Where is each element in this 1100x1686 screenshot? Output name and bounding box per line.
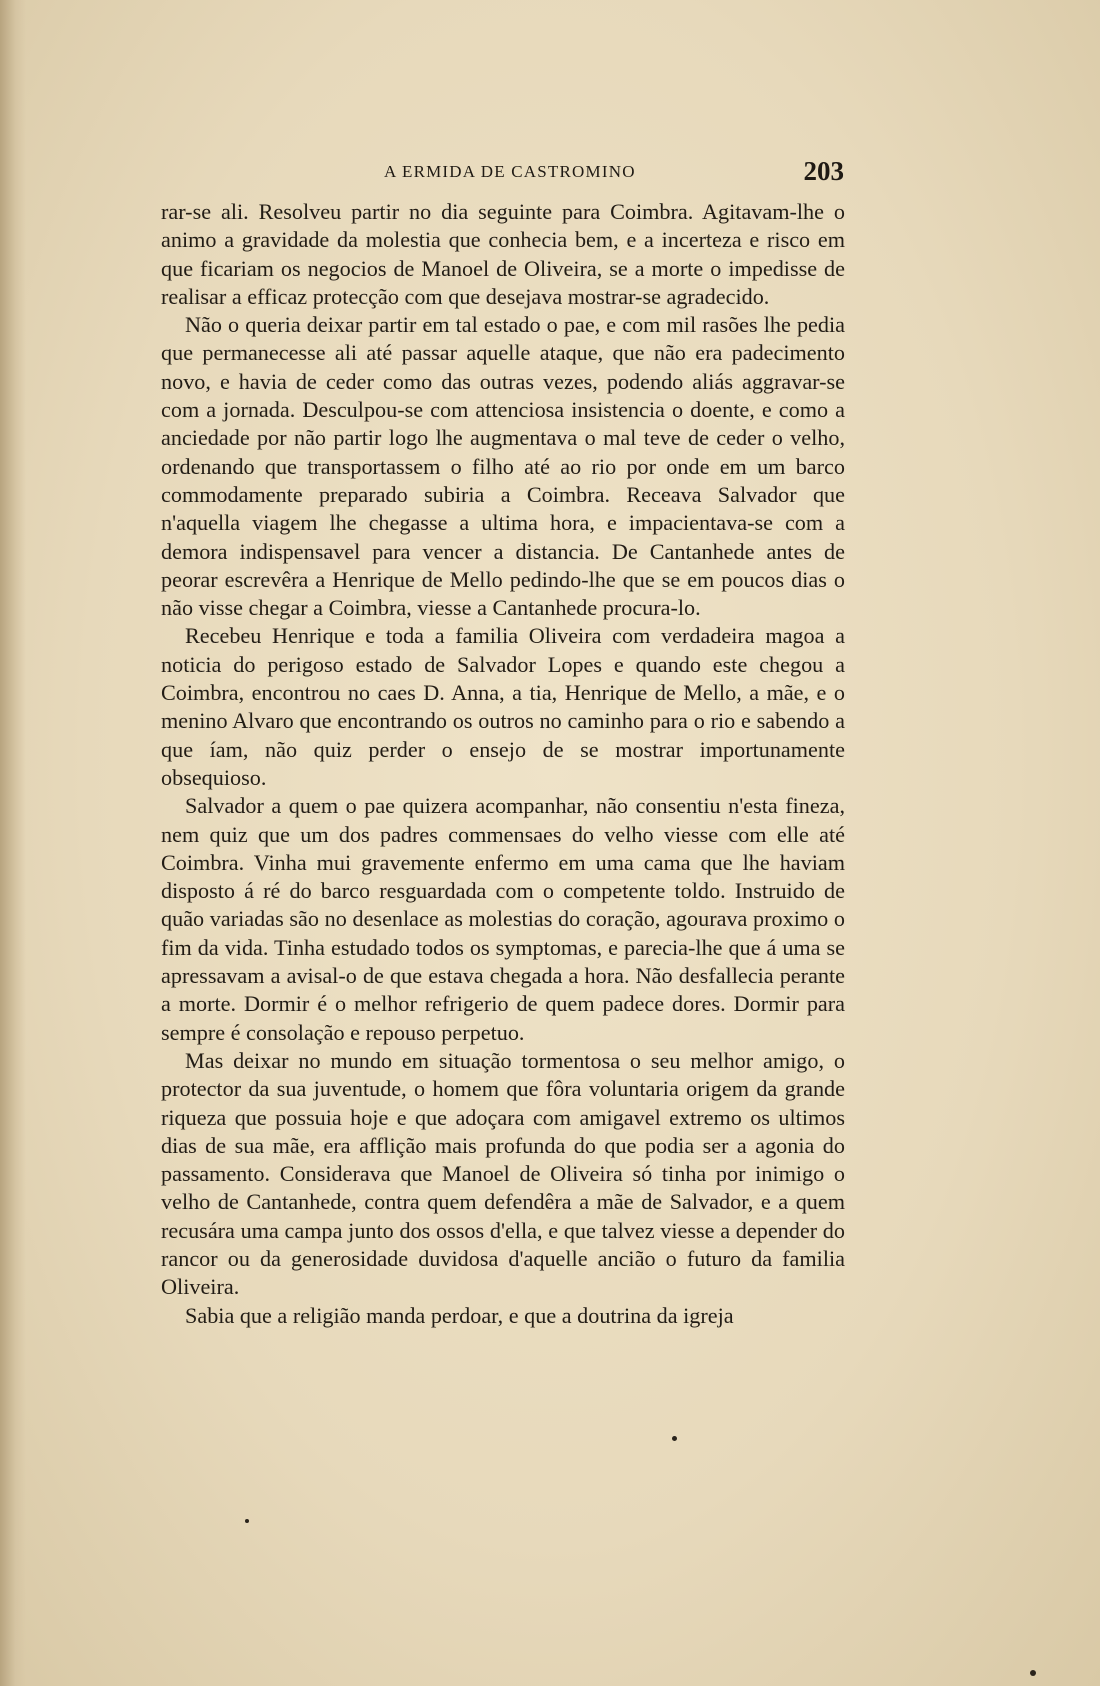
ink-speck: [1030, 1670, 1036, 1676]
paragraph-6: Sabia que a religião manda perdoar, e que a doutrina da igreja: [185, 1302, 734, 1328]
ink-speck: [245, 1519, 249, 1523]
running-title: A ERMIDA DE CASTROMINO: [384, 162, 636, 181]
paragraph-2: Não o queria deixar partir em tal estado o pae, e com mil rasões lhe pedia que permanecesse ali até passar aquelle ataque, que não era padecimento novo, e havia de ceder como das outras vezes, podendo aliás aggravar-se com a jornada. Desculpou-se com attenciosa insistencia o doente, e como a anciedade por não partir logo lhe augmentava o mal teve de ceder o velho, ordenando que transportassem o filho até ao rio por onde em um barco commodamente preparado subiria a Coimbra. Receava Salvador que n'aquella viagem lhe chegasse a ultima hora, e impacientava-se com a demora indispensavel para vencer a distancia. De Cantanhede antes de peorar escrevêra a Henrique de Mello pedindo-lhe que se em poucos dias o não visse chegar a Coimbra, viesse a Cantanhede procura-lo.: [161, 312, 845, 621]
paragraph-5: Mas deixar no mundo em situação tormentosa o seu melhor amigo, o protector da sua juventude, o homem que fôra voluntaria origem da grande riqueza que possuia hoje e que adoçara com amigavel extremo os ultimos dias de sua mãe, era afflição mais profunda do que podia ser a agonia do passamento. Considerava que Manoel de Oliveira só tinha por inimigo o velho de Cantanhede, contra quem defendêra a mãe de Salvador, e a quem recusára uma campa junto dos ossos d'ella, e que talvez viesse a depender do rancor ou da generosidade duvidosa d'aquelle ancião o futuro da familia Oliveira.: [161, 1047, 845, 1300]
page-spine-shadow: [0, 0, 26, 1686]
paragraph-1: rar-se ali. Resolveu partir no dia seguinte para Coimbra. Agitavam-lhe o animo a gravidade da molestia que conhecia bem, e a incerteza e risco em que ficariam os negocios de Manoel de Oliveira, se a morte o impedisse de realisar a efficaz protecção com que desejava mostrar-se agradecido.: [161, 199, 845, 309]
paragraph-4: Salvador a quem o pae quizera acompanhar, não consentiu n'esta fineza, nem quiz que um dos padres commensaes do velho viesse com elle até Coimbra. Vinha mui gravemente enfermo em uma cama que lhe haviam disposto á ré do barco resguardada com o competente toldo. Instruido de quão variadas são no desenlace as molestias do coração, agourava proximo o fim da vida. Tinha estudado todos os symptomas, e parecia-lhe que á uma se apressavam a avisal-o de que estava chegada a hora. Não desfallecia perante a morte. Dormir é o melhor refrigerio de quem padece dores. Dormir para sempre é consolação e repouso perpetuo.: [161, 793, 845, 1045]
paragraph-3: Recebeu Henrique e toda a familia Oliveira com verdadeira magoa a noticia do perigoso estado de Salvador Lopes e quando este chegou a Coimbra, encontrou no caes D. Anna, a tia, Henrique de Mello, a mãe, e o menino Alvaro que encontrando os outros no caminho para o rio e sabendo a que íam, não quiz perder o ensejo de se mostrar importunamente obsequioso.: [161, 623, 845, 790]
body-text: [161, 198, 845, 1330]
page-number: 203: [803, 156, 844, 186]
page-header: [160, 158, 844, 188]
ink-speck: [672, 1436, 677, 1441]
